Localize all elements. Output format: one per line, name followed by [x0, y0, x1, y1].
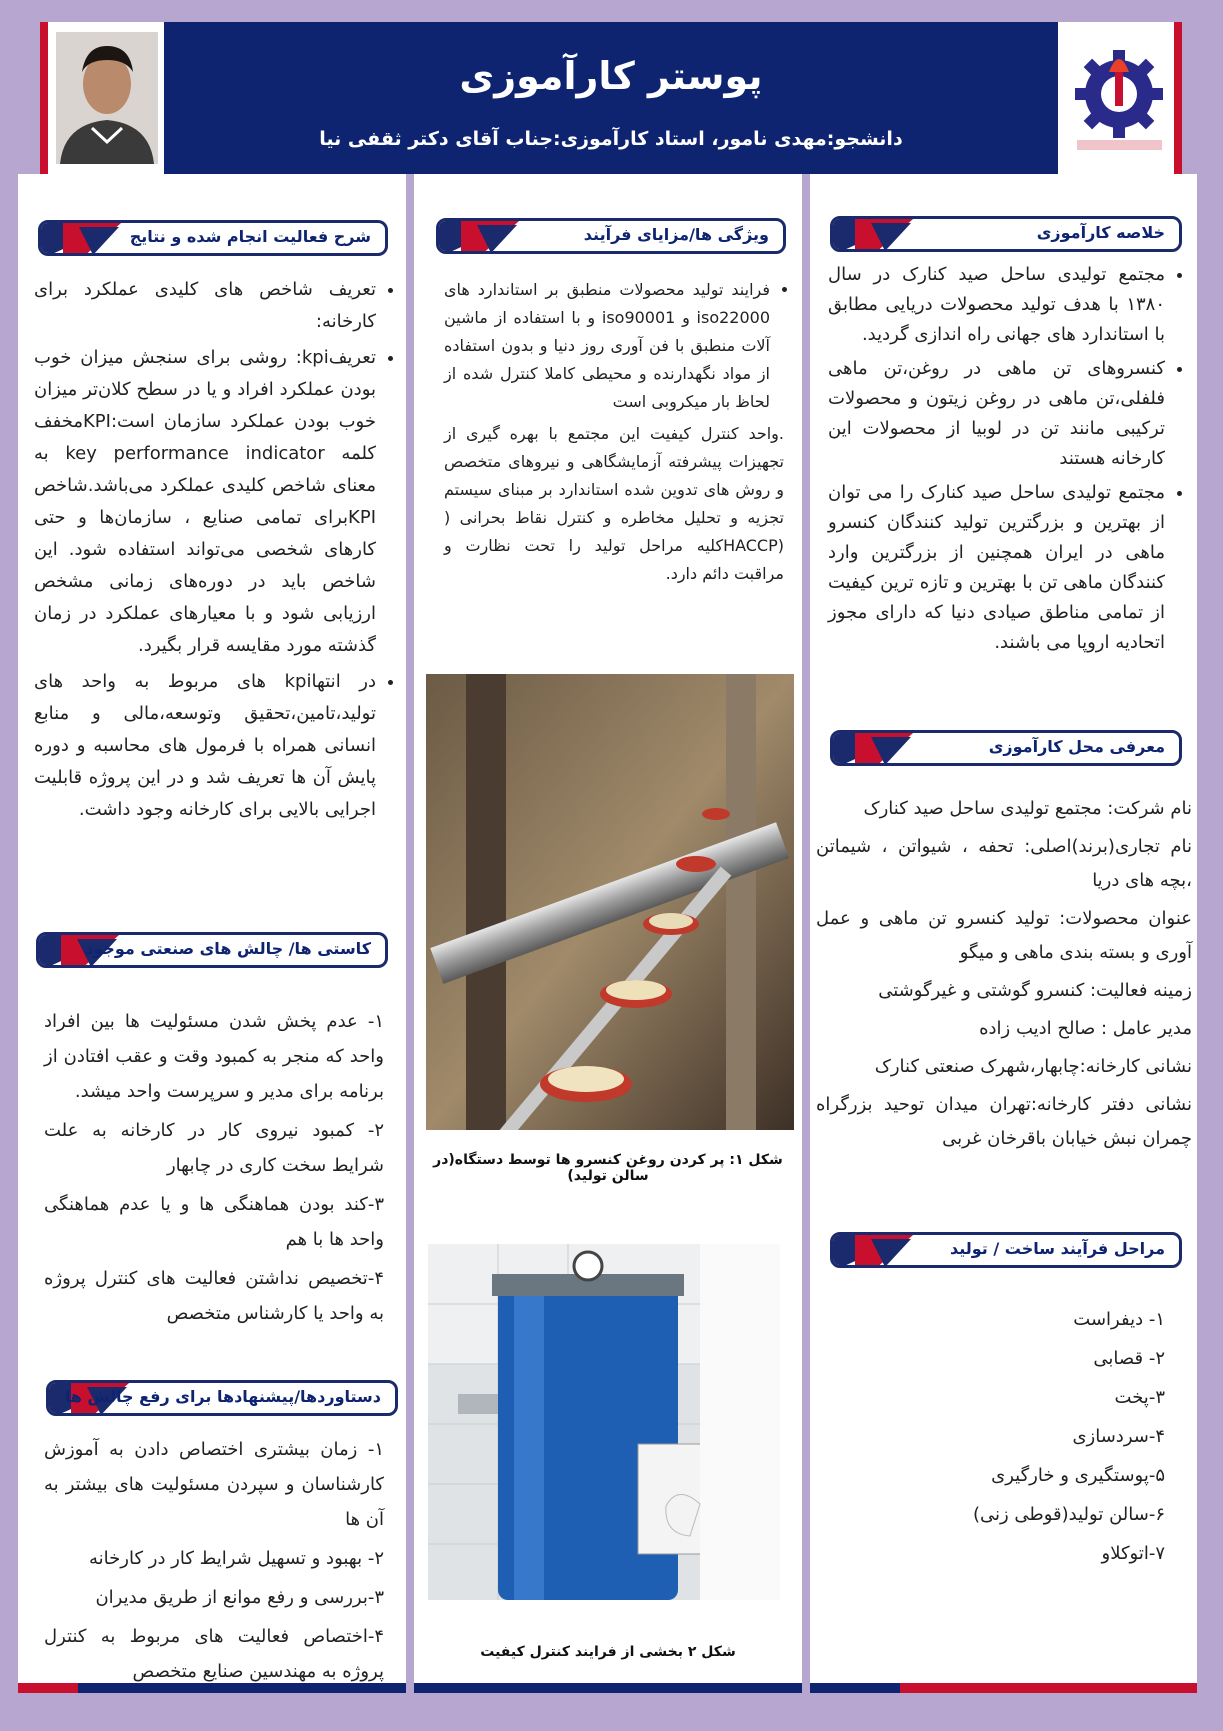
section-header-activity	[38, 220, 388, 256]
activity-item: • تعریف شاخص های کلیدی عملکرد برای کارخانه:	[34, 274, 376, 338]
process-step: ۷-اتوکلاو	[1101, 1543, 1165, 1564]
intro-line: نام شرکت: مجتمع تولیدی ساحل صید کنارک	[863, 798, 1192, 819]
header-left-rule	[40, 22, 48, 174]
intro-line: عنوان محصولات: تولید کنسرو تن ماهی و عمل آوری و بسته بندی ماهی و میگو	[816, 908, 1192, 963]
suggestion-item: ۲- بهبود و تسهیل شرایط کار در کارخانه	[89, 1548, 384, 1569]
middle-bottom-bar	[414, 1683, 802, 1693]
intro-body	[816, 792, 1192, 1160]
poster-subtitle: دانشجو:مهدی نامور، استاد کارآموزی:جناب آقای دکتر ثقفی نیا	[319, 128, 903, 150]
header-band	[164, 22, 1058, 174]
header-right-rule	[1174, 22, 1182, 174]
summary-item: • کنسروهای تن ماهی در روغن،تن ماهی فلفلی،تن ماهی در روغن زیتون و محصولات ترکیبی مانند تن در لوبیا از محصولات این کارخانه هستند	[828, 354, 1165, 474]
poster-header	[40, 22, 1182, 174]
figure1-caption: شکل ۱: پر کردن روغن کنسرو ها توسط دستگاه(در سالن تولید)	[433, 1152, 783, 1184]
challenges-list	[44, 1004, 384, 1335]
figure2-caption: شکل ۲ بخشی از فرایند کنترل کیفیت	[480, 1644, 736, 1660]
header-flag-icon	[439, 221, 519, 254]
section-header-process	[830, 1232, 1182, 1268]
left-bottom-accent	[18, 1683, 78, 1693]
header-flag-icon	[833, 219, 913, 252]
challenge-item: ۲- کمبود نیروی کار در کارخانه به علت شرایط سخت کاری در چابهار	[44, 1120, 384, 1176]
section-header-summary	[830, 216, 1182, 252]
section-header-suggestions	[46, 1380, 398, 1416]
header-flag-icon	[833, 1235, 913, 1268]
middle-column	[414, 174, 802, 1691]
challenge-item: ۳-کند بودن هماهنگی ها و یا عدم هماهنگی واحد ها با هم	[44, 1194, 384, 1250]
process-step: ۴-سردسازی	[1072, 1426, 1165, 1447]
process-step: ۱- دیفراست	[1073, 1309, 1165, 1330]
university-logo	[1067, 34, 1172, 162]
suggestion-item: ۳-بررسی و رفع موانع از طریق مدیران	[95, 1587, 384, 1608]
summary-item: • مجتمع تولیدی ساحل صید کنارک در سال ۱۳۸۰ با هدف تولید محصولات دریایی مطابق با استاندارد های جهانی راه اندازی گردید.	[828, 260, 1165, 350]
activity-body	[34, 274, 394, 830]
section-title-challenges: کاستی ها/ چالش های صنعتی موجود	[85, 939, 371, 958]
intro-line: نشانی دفتر کارخانه:تهران میدان توحید بزرگراه چمران نبش خیابان باقرخان غربی	[816, 1094, 1192, 1149]
challenge-item: ۱- عدم پخش شدن مسئولیت ها بین افراد واحد که منجر به کمبود وقت و عقب افتادن از برنامه برای مدیر و سرپرست واحد میشد.	[44, 1011, 384, 1102]
process-steps	[830, 1302, 1165, 1575]
header-flag-icon	[833, 733, 913, 766]
poster-title: پوستر کارآموزی	[459, 54, 763, 98]
process-step: ۵-پوستگیری و خارگیری	[991, 1465, 1165, 1486]
summary-body	[828, 260, 1183, 662]
intro-line: نام تجاری(برند)اصلی: تحفه ، شیواتن ، شیماتن ،بچه های دریا	[816, 836, 1192, 891]
intro-line: مدیر عامل : صالح ادیب زاده	[979, 1018, 1192, 1039]
section-title-suggestions: دستاوردها/پیشنهادها برای رفع چالش ها	[64, 1387, 381, 1406]
suggestion-item: ۱- زمان بیشتری اختصاص دادن به آموزش کارشناسان و سپردن مسئولیت های بیشتر به آن ها	[44, 1439, 384, 1530]
section-title-process: مراحل فرآیند ساخت / تولید	[949, 1239, 1165, 1258]
suggestions-list	[44, 1432, 384, 1693]
right-bottom-accent	[900, 1683, 1197, 1693]
section-header-features	[436, 218, 786, 254]
section-title-features: ویژگی ها/مزایای فرآیند	[583, 225, 769, 244]
process-step: ۶-سالن تولید(قوطی زنی)	[972, 1504, 1165, 1525]
section-header-intro	[830, 730, 1182, 766]
suggestion-item: ۴-اختصاص فعالیت های مربوط به کنترل پروژه به مهندسین صنایع متخصص	[44, 1626, 384, 1682]
process-step: ۲- قصابی	[1093, 1348, 1165, 1369]
activity-item: • تعریفkpi: روشی برای سنجش میزان خوب بودن عملکرد افراد و یا در سطح کلان‌تر میزان خوب بودن عملکرد سازمان است:KPIمخفف کلمه key performance indicator به معنای شاخص کلیدی عملکرد می‌باشد.شاخص KPIبرای تمامی صنایع ، سازمان‌ها و حتی کارهای شخصی می‌تواند استفاده شود. این شاخص باید در دوره‌های زمانی مشخص ارزیابی شود و با معیارهای عملکرد در زمان گذشته مورد مقایسه قرار بگیرد.	[34, 342, 376, 662]
student-photo	[56, 32, 158, 164]
intro-line: زمینه فعالیت: کنسرو گوشتی و غیرگوشتی	[878, 980, 1192, 1001]
activity-item: • در انتهاkpi های مربوط به واحد های تولید،تامین،تحقیق وتوسعه،مالی و منابع انسانی همراه با فرمول های محاسبه و دوره پایش آن ها تعریف شد و در این پروژه قابلیت اجرایی بالایی برای کارخانه وجود داشت.	[34, 666, 376, 826]
figure1-photo	[426, 674, 794, 1130]
features-body	[444, 276, 784, 588]
section-title-activity: شرح فعالیت انجام شده و نتایج	[129, 227, 371, 246]
features-paragraph: • فرایند تولید محصولات منطبق بر استاندارد های iso22000 و iso90001 و با استفاده از ماشین آلات منطبق با فن آوری روز دنیا و بدون استفاده از مواد نگهدارنده و محیطی کاملا کنترل شده از لحاظ بار میکروبی است	[444, 276, 770, 416]
section-header-challenges	[36, 932, 388, 968]
section-title-intro: معرفی محل کارآموزی	[988, 737, 1165, 756]
intro-line: نشانی کارخانه:چابهار،شهرک صنعتی کنارک	[874, 1056, 1192, 1077]
header-flag-icon	[41, 223, 121, 256]
features-paragraph: .واحد کنترل کیفیت این مجتمع با بهره گیری از تجهیزات پیشرفته آزمایشگاهی و نیروهای متخصص و روش های تدوین شده استاندارد بر مبنای سیستم تجزیه و تحلیل مخاطره و کنترل نقاط بحرانی ( (HACCPکلیه مراحل تولید را تحت نظارت و مراقبت دائم دارد.	[444, 424, 784, 583]
challenge-item: ۴-تخصیص نداشتن فعالیت های کنترل پروژه به واحد یا کارشناس متخصص	[44, 1268, 384, 1324]
summary-item: • مجتمع تولیدی ساحل صید کنارک را می توان از بهترین و بزرگترین تولید کنندگان کنسرو ماهی در ایران همچنین از بزرگترین وارد کنندگان ماهی تن با بهترین و تازه ترین کیفیت از تمامی مناطق صیادی دنیا که دارای مجوز اتحادیه اروپا می باشند.	[828, 478, 1165, 658]
right-column	[810, 174, 1197, 1691]
process-step: ۳-پخت	[1114, 1387, 1165, 1408]
figure2-photo	[428, 1244, 780, 1600]
left-column	[18, 174, 406, 1691]
section-title-summary: خلاصه کارآموزی	[1036, 223, 1165, 242]
